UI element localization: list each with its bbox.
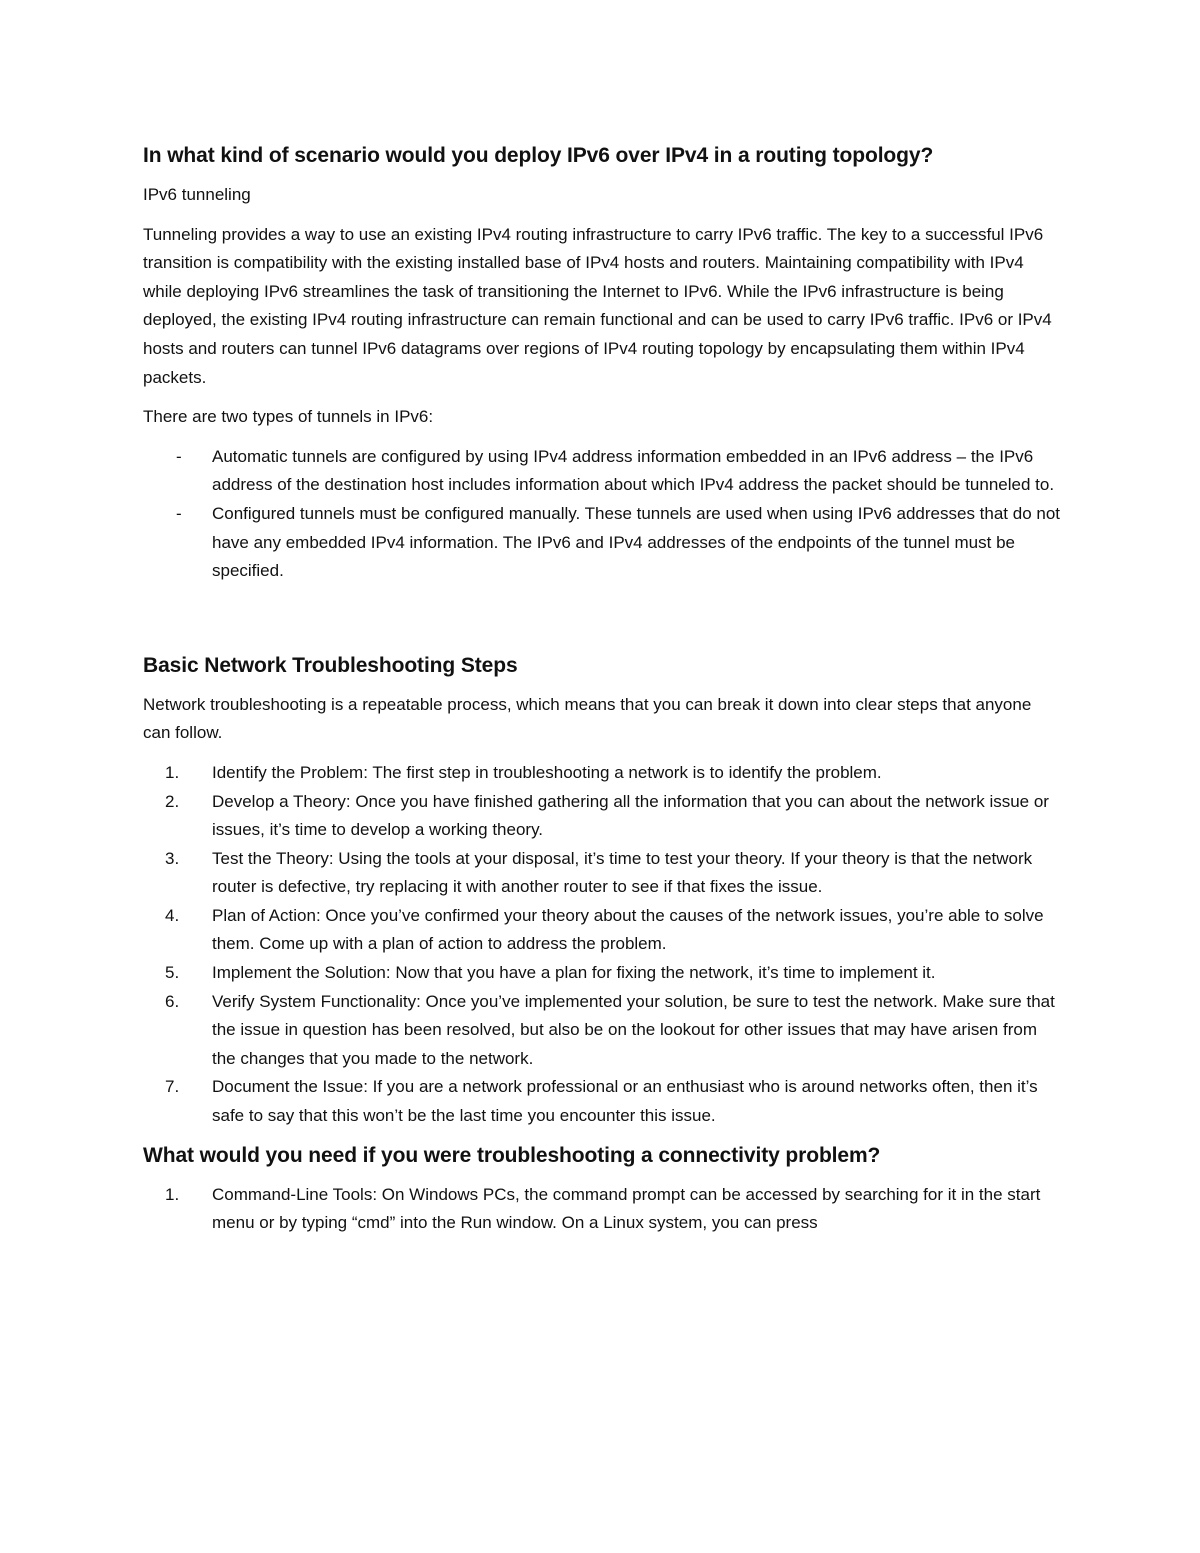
list-item-text: Test the Theory: Using the tools at your disposal, it’s time to test your theory. If your theory is that the network router is defective, try replacing it with another router to see if that fixes the issue. bbox=[212, 848, 1033, 897]
list-marker: 7. bbox=[165, 1077, 180, 1097]
list-item-text: Identify the Problem: The first step in troubleshooting a network is to identify the problem. bbox=[212, 762, 882, 782]
list-marker: 2. bbox=[165, 791, 180, 811]
list-item-text: Automatic tunnels are configured by using IPv4 address information embedded in an IPv6 address – the IPv6 address of the destination host includes information about which IPv4 address the packet should be tunneled to. bbox=[212, 446, 1055, 495]
list-marker: 5. bbox=[165, 963, 180, 983]
section1-list-intro: There are two types of tunnels in IPv6: bbox=[143, 407, 434, 427]
list-item bbox=[143, 988, 1063, 1074]
list-item bbox=[143, 1073, 1063, 1130]
list-item bbox=[143, 845, 1063, 902]
section2-heading: Basic Network Troubleshooting Steps bbox=[143, 653, 518, 677]
connectivity-tools-list bbox=[143, 1181, 1063, 1238]
list-marker: - bbox=[176, 446, 182, 466]
list-marker: 1. bbox=[165, 762, 180, 782]
troubleshooting-steps-list bbox=[143, 759, 1063, 1131]
section1-heading: In what kind of scenario would you deploy IPv6 over IPv4 in a routing topology? bbox=[143, 144, 934, 167]
section1-subtitle: IPv6 tunneling bbox=[143, 185, 251, 204]
list-item-text: Configured tunnels must be configured manually. These tunnels are used when using IPv6 addresses that do not have any embedded IPv4 information. The IPv6 and IPv4 addresses of the endpoints of the tunnel must be specified. bbox=[212, 503, 1061, 581]
list-marker: 3. bbox=[165, 848, 180, 868]
section3-heading: What would you need if you were troubleshooting a connectivity problem? bbox=[143, 1143, 881, 1167]
section1-paragraph: Tunneling provides a way to use an existing IPv4 routing infrastructure to carry IPv6 traffic. The key to a successful IPv6 transition is compatibility with the existing installed base of IPv4 hosts and routers. Maintaining compatibility with IPv4 while deploying IPv6 streamlines the task of transitioning the Internet to IPv6. While the IPv6 infrastructure is being deployed, the existing IPv4 routing infrastructure can remain functional and can be used to carry IPv6 traffic. IPv6 or IPv4 hosts and routers can tunnel IPv6 datagrams over regions of IPv4 routing topology by encapsulating them within IPv4 packets. bbox=[143, 224, 1052, 387]
list-item bbox=[143, 959, 1063, 988]
list-item bbox=[143, 500, 1063, 586]
list-item-text: Verify System Functionality: Once you’ve implemented your solution, be sure to test the network. Make sure that the issue in question has been resolved, but also be on the lookout for other issues that may have arisen from the changes that you made to the network. bbox=[212, 991, 1055, 1068]
list-item-text: Document the Issue: If you are a network professional or an enthusiast who is around networks often, then it’s safe to say that this won’t be the last time you encounter this issue. bbox=[212, 1077, 1038, 1126]
document-page bbox=[143, 142, 1063, 1238]
list-item-text: Develop a Theory: Once you have finished gathering all the information that you can about the network issue or issues, it’s time to develop a working theory. bbox=[212, 791, 1049, 840]
section2-intro: Network troubleshooting is a repeatable process, which means that you can break it down into clear steps that anyone can follow. bbox=[143, 694, 1032, 743]
list-item-text: Plan of Action: Once you’ve confirmed your theory about the causes of the network issues, you’re able to solve them. Come up with a plan of action to address the problem. bbox=[212, 905, 1044, 954]
list-marker: - bbox=[176, 503, 182, 523]
list-item-text: Implement the Solution: Now that you have a plan for fixing the network, it’s time to implement it. bbox=[212, 963, 936, 983]
list-item bbox=[143, 759, 1063, 788]
list-marker: 1. bbox=[165, 1184, 180, 1204]
list-item-text: Command-Line Tools: On Windows PCs, the command prompt can be accessed by searching for it in the start menu or by typing “cmd” into the Run window. On a Linux system, you can press bbox=[212, 1184, 1041, 1233]
list-item bbox=[143, 443, 1063, 500]
tunnel-types-list bbox=[143, 443, 1063, 586]
list-item bbox=[143, 788, 1063, 845]
list-item bbox=[143, 902, 1063, 959]
list-marker: 4. bbox=[165, 905, 180, 925]
list-item bbox=[143, 1181, 1063, 1238]
list-marker: 6. bbox=[165, 991, 180, 1011]
